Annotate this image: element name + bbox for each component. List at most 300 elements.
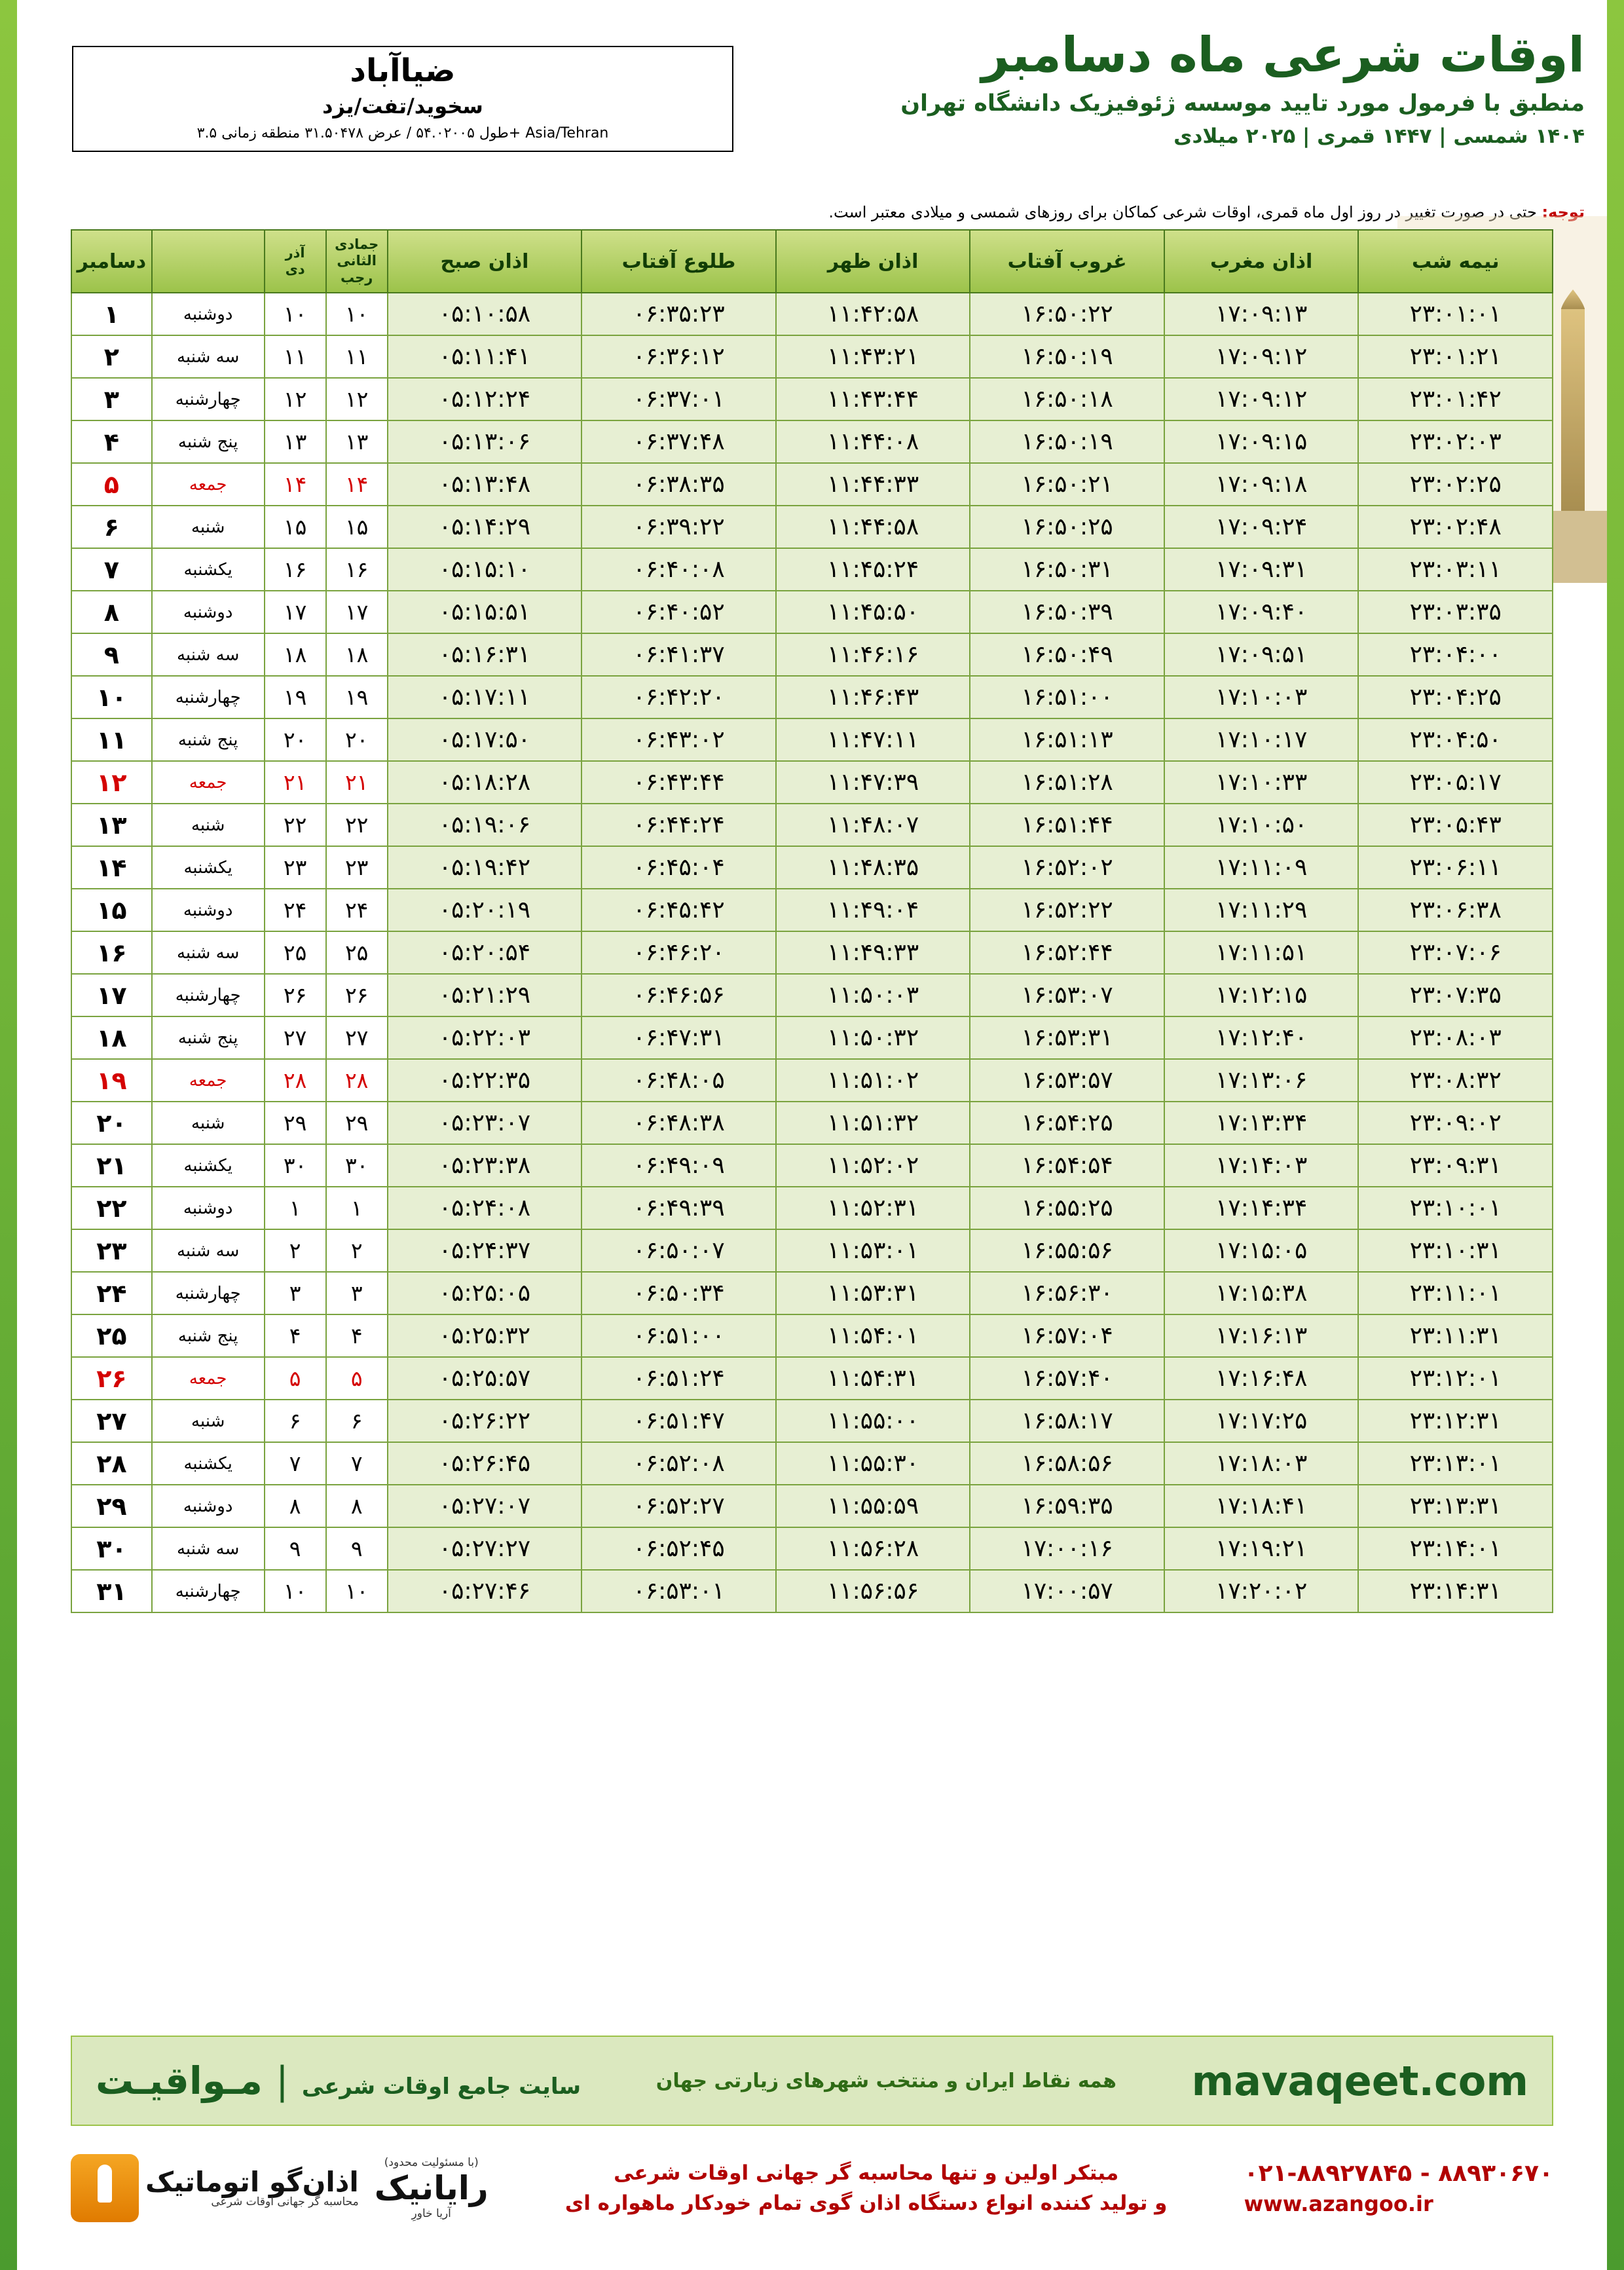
cell-azar: ۱۵ (265, 506, 326, 548)
cell-maghrib: ۱۷:۱۱:۲۹ (1164, 889, 1359, 931)
th-weekday (152, 230, 265, 293)
cell-sunrise: ۰۶:۵۱:۰۰ (581, 1314, 776, 1357)
cell-sunset: ۱۷:۰۰:۵۷ (970, 1570, 1164, 1612)
th-hijri-sub: رجب (340, 269, 373, 286)
th-fajr: اذان صبح (388, 230, 582, 293)
cell-weekday: سه شنبه (152, 1527, 265, 1570)
cell-azar: ۱۰ (265, 293, 326, 335)
cell-midnight: ۲۳:۱۴:۰۱ (1358, 1527, 1553, 1570)
cell-sunset: ۱۶:۵۰:۲۲ (970, 293, 1164, 335)
cell-weekday: یکشنبه (152, 846, 265, 889)
cell-midnight: ۲۳:۰۴:۵۰ (1358, 718, 1553, 761)
table-row (71, 931, 1553, 974)
cell-dhuhr: ۱۱:۵۵:۳۰ (776, 1442, 970, 1485)
cell-dhuhr: ۱۱:۵۲:۰۲ (776, 1144, 970, 1187)
cell-hijri: ۲۱ (326, 761, 388, 804)
cell-day-number: ۴ (71, 420, 152, 463)
cell-dhuhr: ۱۱:۴۲:۵۸ (776, 293, 970, 335)
cell-sunset: ۱۶:۵۵:۵۶ (970, 1229, 1164, 1272)
th-sunset: غروب آفتاب (970, 230, 1164, 293)
cell-dhuhr: ۱۱:۴۳:۴۴ (776, 378, 970, 420)
cell-azar: ۱۲ (265, 378, 326, 420)
azangoo-logo-text (145, 2168, 359, 2208)
cell-maghrib: ۱۷:۱۱:۰۹ (1164, 846, 1359, 889)
cell-weekday: یکشنبه (152, 1442, 265, 1485)
contact-block (1244, 2158, 1553, 2218)
cell-maghrib: ۱۷:۱۷:۲۵ (1164, 1400, 1359, 1442)
cell-sunrise: ۰۶:۴۳:۴۴ (581, 761, 776, 804)
cell-dhuhr: ۱۱:۴۷:۱۱ (776, 718, 970, 761)
table-row (71, 1357, 1553, 1400)
cell-dhuhr: ۱۱:۴۹:۳۳ (776, 931, 970, 974)
cell-day-number: ۱۶ (71, 931, 152, 974)
cell-day-number: ۱۲ (71, 761, 152, 804)
cell-dhuhr: ۱۱:۵۰:۰۳ (776, 974, 970, 1016)
cell-hijri: ۳ (326, 1272, 388, 1314)
cell-azar: ۱۷ (265, 591, 326, 633)
table-row (71, 1570, 1553, 1612)
cell-azar: ۲۶ (265, 974, 326, 1016)
cell-sunset: ۱۶:۵۹:۳۵ (970, 1485, 1164, 1527)
cell-hijri: ۱۷ (326, 591, 388, 633)
table-row (71, 591, 1553, 633)
cell-maghrib: ۱۷:۱۸:۴۱ (1164, 1485, 1359, 1527)
cell-dhuhr: ۱۱:۴۹:۰۴ (776, 889, 970, 931)
cell-weekday: یکشنبه (152, 1144, 265, 1187)
cell-day-number: ۲۶ (71, 1357, 152, 1400)
brand-coverage: همه نقاط ایران و منتخب شهرهای زیارتی جهان (655, 2069, 1116, 2093)
cell-sunset: ۱۶:۵۴:۵۴ (970, 1144, 1164, 1187)
cell-fajr: ۰۵:۲۰:۵۴ (388, 931, 582, 974)
cell-sunrise: ۰۶:۵۱:۴۷ (581, 1400, 776, 1442)
cell-midnight: ۲۳:۰۹:۰۲ (1358, 1102, 1553, 1144)
th-month: دسامبر (71, 230, 152, 293)
cell-fajr: ۰۵:۲۶:۲۲ (388, 1400, 582, 1442)
cell-day-number: ۲ (71, 335, 152, 378)
cell-weekday: جمعه (152, 1059, 265, 1102)
table-row (71, 1314, 1553, 1357)
cell-sunset: ۱۶:۵۳:۳۱ (970, 1016, 1164, 1059)
table-row (71, 1102, 1553, 1144)
cell-weekday: شنبه (152, 506, 265, 548)
cell-day-number: ۳ (71, 378, 152, 420)
cell-sunrise: ۰۶:۴۰:۰۸ (581, 548, 776, 591)
cell-day-number: ۱ (71, 293, 152, 335)
cell-weekday: یکشنبه (152, 548, 265, 591)
cell-sunrise: ۰۶:۳۷:۴۸ (581, 420, 776, 463)
cell-fajr: ۰۵:۲۳:۰۷ (388, 1102, 582, 1144)
table-row (71, 1442, 1553, 1485)
cell-fajr: ۰۵:۱۳:۴۸ (388, 463, 582, 506)
cell-hijri: ۱۶ (326, 548, 388, 591)
cell-weekday: سه شنبه (152, 335, 265, 378)
th-maghrib: اذان مغرب (1164, 230, 1359, 293)
cell-dhuhr: ۱۱:۴۸:۳۵ (776, 846, 970, 889)
rayanik-logo (375, 2156, 489, 2220)
cell-sunrise: ۰۶:۳۹:۲۲ (581, 506, 776, 548)
cell-dhuhr: ۱۱:۵۵:۵۹ (776, 1485, 970, 1527)
cell-fajr: ۰۵:۱۱:۴۱ (388, 335, 582, 378)
cell-sunrise: ۰۶:۴۶:۲۰ (581, 931, 776, 974)
cell-weekday: چهارشنبه (152, 1272, 265, 1314)
cell-sunrise: ۰۶:۳۵:۲۳ (581, 293, 776, 335)
cell-sunrise: ۰۶:۵۰:۰۷ (581, 1229, 776, 1272)
cell-sunrise: ۰۶:۵۲:۴۵ (581, 1527, 776, 1570)
th-azar-main: آذر (285, 244, 305, 261)
cell-sunset: ۱۶:۵۱:۰۰ (970, 676, 1164, 718)
cell-dhuhr: ۱۱:۵۶:۵۶ (776, 1570, 970, 1612)
brand-title: مـواقیـت (96, 2058, 263, 2103)
cell-maghrib: ۱۷:۰۹:۱۵ (1164, 420, 1359, 463)
cell-fajr: ۰۵:۲۳:۳۸ (388, 1144, 582, 1187)
cell-weekday: جمعه (152, 1357, 265, 1400)
table-row (71, 804, 1553, 846)
cell-azar: ۲۰ (265, 718, 326, 761)
cell-midnight: ۲۳:۱۲:۳۱ (1358, 1400, 1553, 1442)
cell-weekday: جمعه (152, 761, 265, 804)
cell-sunrise: ۰۶:۴۵:۰۴ (581, 846, 776, 889)
cell-midnight: ۲۳:۰۹:۳۱ (1358, 1144, 1553, 1187)
cell-day-number: ۱۷ (71, 974, 152, 1016)
page-subtitle: منطبق با فرمول مورد تایید موسسه ژئوفیزیک دانشگاه تهران (900, 90, 1585, 117)
table-row (71, 846, 1553, 889)
cell-sunset: ۱۶:۵۷:۴۰ (970, 1357, 1164, 1400)
cell-midnight: ۲۳:۰۴:۲۵ (1358, 676, 1553, 718)
page-title: اوقات شرعی ماه دسامبر (981, 27, 1585, 83)
cell-hijri: ۷ (326, 1442, 388, 1485)
cell-day-number: ۸ (71, 591, 152, 633)
brand-tagline: سایت جامع اوقات شرعی (301, 2074, 581, 2100)
table-row (71, 1272, 1553, 1314)
cell-azar: ۲۳ (265, 846, 326, 889)
azangoo-logo-title: اذان‌گو اتوماتیک (145, 2166, 359, 2199)
cell-sunset: ۱۶:۵۶:۳۰ (970, 1272, 1164, 1314)
azangoo-logo (71, 2154, 359, 2222)
cell-azar: ۲۸ (265, 1059, 326, 1102)
cell-midnight: ۲۳:۰۵:۱۷ (1358, 761, 1553, 804)
cell-day-number: ۳۱ (71, 1570, 152, 1612)
right-decorative-bar (1607, 0, 1624, 2270)
cell-hijri: ۴ (326, 1314, 388, 1357)
contact-website[interactable]: www.azangoo.ir (1244, 2191, 1433, 2216)
cell-dhuhr: ۱۱:۵۱:۳۲ (776, 1102, 970, 1144)
cell-dhuhr: ۱۱:۴۸:۰۷ (776, 804, 970, 846)
cell-weekday: چهارشنبه (152, 676, 265, 718)
cell-sunrise: ۰۶:۴۴:۲۴ (581, 804, 776, 846)
note-line (85, 203, 1585, 221)
cell-sunset: ۱۶:۵۸:۱۷ (970, 1400, 1164, 1442)
cell-dhuhr: ۱۱:۴۵:۵۰ (776, 591, 970, 633)
cell-midnight: ۲۳:۰۲:۴۸ (1358, 506, 1553, 548)
cell-hijri: ۲ (326, 1229, 388, 1272)
cell-dhuhr: ۱۱:۴۵:۲۴ (776, 548, 970, 591)
cell-fajr: ۰۵:۲۵:۳۲ (388, 1314, 582, 1357)
cell-weekday: پنج شنبه (152, 420, 265, 463)
cell-sunset: ۱۶:۵۰:۳۱ (970, 548, 1164, 591)
cell-sunset: ۱۶:۵۵:۲۵ (970, 1187, 1164, 1229)
cell-azar: ۲۲ (265, 804, 326, 846)
cell-day-number: ۲۹ (71, 1485, 152, 1527)
cell-fajr: ۰۵:۲۵:۵۷ (388, 1357, 582, 1400)
table-row (71, 1229, 1553, 1272)
cell-sunrise: ۰۶:۳۶:۱۲ (581, 335, 776, 378)
cell-maghrib: ۱۷:۱۹:۲۱ (1164, 1527, 1359, 1570)
cell-sunset: ۱۶:۵۰:۲۵ (970, 506, 1164, 548)
cell-azar: ۳ (265, 1272, 326, 1314)
cell-day-number: ۲۴ (71, 1272, 152, 1314)
cell-azar: ۱ (265, 1187, 326, 1229)
cell-hijri: ۵ (326, 1357, 388, 1400)
cell-fajr: ۰۵:۲۵:۰۵ (388, 1272, 582, 1314)
cell-hijri: ۲۵ (326, 931, 388, 974)
cell-hijri: ۶ (326, 1400, 388, 1442)
cell-hijri: ۱۵ (326, 506, 388, 548)
cell-midnight: ۲۳:۱۰:۳۱ (1358, 1229, 1553, 1272)
cell-hijri: ۲۶ (326, 974, 388, 1016)
cell-sunrise: ۰۶:۴۲:۲۰ (581, 676, 776, 718)
cell-fajr: ۰۵:۱۶:۳۱ (388, 633, 582, 676)
rayanik-logo-sub2: آریا خاورِ (411, 2207, 451, 2220)
cell-sunrise: ۰۶:۴۶:۵۶ (581, 974, 776, 1016)
cell-midnight: ۲۳:۰۱:۲۱ (1358, 335, 1553, 378)
cell-sunrise: ۰۶:۴۵:۴۲ (581, 889, 776, 931)
th-azar (265, 230, 326, 293)
th-sunrise: طلوع آفتاب (581, 230, 776, 293)
cell-maghrib: ۱۷:۱۴:۰۳ (1164, 1144, 1359, 1187)
cell-maghrib: ۱۷:۱۳:۳۴ (1164, 1102, 1359, 1144)
cell-fajr: ۰۵:۱۲:۲۴ (388, 378, 582, 420)
cell-hijri: ۹ (326, 1527, 388, 1570)
cell-sunrise: ۰۶:۴۳:۰۲ (581, 718, 776, 761)
cell-day-number: ۲۰ (71, 1102, 152, 1144)
cell-azar: ۹ (265, 1527, 326, 1570)
cell-sunset: ۱۷:۰۰:۱۶ (970, 1527, 1164, 1570)
table-body (71, 293, 1553, 1612)
table-row (71, 378, 1553, 420)
cell-maghrib: ۱۷:۰۹:۵۱ (1164, 633, 1359, 676)
cell-hijri: ۱۱ (326, 335, 388, 378)
cell-midnight: ۲۳:۱۲:۰۱ (1358, 1357, 1553, 1400)
cell-midnight: ۲۳:۰۸:۰۳ (1358, 1016, 1553, 1059)
cell-dhuhr: ۱۱:۵۳:۰۱ (776, 1229, 970, 1272)
cell-hijri: ۳۰ (326, 1144, 388, 1187)
cell-midnight: ۲۳:۰۱:۴۲ (1358, 378, 1553, 420)
cell-sunset: ۱۶:۵۳:۰۷ (970, 974, 1164, 1016)
table-row (71, 1485, 1553, 1527)
brand-website[interactable]: mavaqeet.com (1191, 2056, 1528, 2105)
cell-sunset: ۱۶:۵۱:۲۸ (970, 761, 1164, 804)
table-row (71, 1016, 1553, 1059)
cell-midnight: ۲۳:۱۳:۰۱ (1358, 1442, 1553, 1485)
cell-weekday: دوشنبه (152, 293, 265, 335)
cell-sunset: ۱۶:۵۸:۵۶ (970, 1442, 1164, 1485)
cell-day-number: ۲۱ (71, 1144, 152, 1187)
th-azar-sub: دی (285, 261, 305, 277)
rayanik-logo-sub: (با مسئولیت محدود) (384, 2156, 479, 2169)
cell-day-number: ۲۳ (71, 1229, 152, 1272)
cell-sunset: ۱۶:۵۱:۴۴ (970, 804, 1164, 846)
cell-day-number: ۲۲ (71, 1187, 152, 1229)
cell-sunrise: ۰۶:۳۸:۳۵ (581, 463, 776, 506)
cell-sunset: ۱۶:۵۲:۴۴ (970, 931, 1164, 974)
cell-midnight: ۲۳:۰۷:۳۵ (1358, 974, 1553, 1016)
cell-midnight: ۲۳:۱۱:۰۱ (1358, 1272, 1553, 1314)
cell-azar: ۱۸ (265, 633, 326, 676)
cell-hijri: ۸ (326, 1485, 388, 1527)
cell-maghrib: ۱۷:۱۴:۳۴ (1164, 1187, 1359, 1229)
table-row (71, 676, 1553, 718)
cell-day-number: ۲۵ (71, 1314, 152, 1357)
company-desc-line2: و تولید کننده انواع دستگاه اذان گوی تمام خودکار ماهواره ای (564, 2191, 1168, 2215)
cell-azar: ۲۹ (265, 1102, 326, 1144)
cell-dhuhr: ۱۱:۵۱:۰۲ (776, 1059, 970, 1102)
cell-dhuhr: ۱۱:۴۴:۵۸ (776, 506, 970, 548)
cell-weekday: دوشنبه (152, 1485, 265, 1527)
cell-dhuhr: ۱۱:۴۶:۴۳ (776, 676, 970, 718)
cell-azar: ۵ (265, 1357, 326, 1400)
cell-hijri: ۱۸ (326, 633, 388, 676)
cell-dhuhr: ۱۱:۵۲:۳۱ (776, 1187, 970, 1229)
contact-phone: ۰۲۱-۸۸۹۲۷۸۴۵ - ۸۸۹۳۰۶۷۰ (1244, 2160, 1553, 2187)
cell-maghrib: ۱۷:۰۹:۲۴ (1164, 506, 1359, 548)
cell-dhuhr: ۱۱:۴۷:۳۹ (776, 761, 970, 804)
cell-azar: ۲۵ (265, 931, 326, 974)
cell-azar: ۶ (265, 1400, 326, 1442)
cell-hijri: ۱۴ (326, 463, 388, 506)
prayer-times-table (71, 229, 1553, 1613)
city-region: سخوید/تفت/یزد (322, 93, 483, 119)
cell-dhuhr: ۱۱:۵۰:۳۲ (776, 1016, 970, 1059)
cell-hijri: ۲۸ (326, 1059, 388, 1102)
cell-sunrise: ۰۶:۴۹:۳۹ (581, 1187, 776, 1229)
cell-sunset: ۱۶:۵۷:۰۴ (970, 1314, 1164, 1357)
cell-sunset: ۱۶:۵۰:۳۹ (970, 591, 1164, 633)
table-row (71, 548, 1553, 591)
table-row (71, 506, 1553, 548)
cell-midnight: ۲۳:۰۷:۰۶ (1358, 931, 1553, 974)
cell-hijri: ۲۴ (326, 889, 388, 931)
table-row (71, 1059, 1553, 1102)
cell-sunrise: ۰۶:۳۷:۰۱ (581, 378, 776, 420)
cell-hijri: ۱۳ (326, 420, 388, 463)
azangoo-icon (71, 2154, 139, 2222)
cell-azar: ۱۱ (265, 335, 326, 378)
table-row (71, 889, 1553, 931)
cell-fajr: ۰۵:۱۳:۰۶ (388, 420, 582, 463)
cell-azar: ۲۱ (265, 761, 326, 804)
cell-day-number: ۱۳ (71, 804, 152, 846)
table-row (71, 1527, 1553, 1570)
cell-hijri: ۲۹ (326, 1102, 388, 1144)
cell-maghrib: ۱۷:۰۹:۱۲ (1164, 335, 1359, 378)
cell-day-number: ۱۵ (71, 889, 152, 931)
cell-azar: ۳۰ (265, 1144, 326, 1187)
table-row (71, 1400, 1553, 1442)
cell-hijri: ۱ (326, 1187, 388, 1229)
cell-fajr: ۰۵:۲۷:۰۷ (388, 1485, 582, 1527)
cell-midnight: ۲۳:۰۵:۴۳ (1358, 804, 1553, 846)
cell-fajr: ۰۵:۱۵:۱۰ (388, 548, 582, 591)
table-row (71, 293, 1553, 335)
cell-maghrib: ۱۷:۱۰:۱۷ (1164, 718, 1359, 761)
footer-brand-band (71, 2036, 1553, 2126)
cell-weekday: چهارشنبه (152, 974, 265, 1016)
th-midnight: نیمه شب (1358, 230, 1553, 293)
cell-maghrib: ۱۷:۱۲:۱۵ (1164, 974, 1359, 1016)
cell-weekday: شنبه (152, 1400, 265, 1442)
cell-day-number: ۱۱ (71, 718, 152, 761)
calendar-years: ۱۴۰۴ شمسی | ۱۴۴۷ قمری | ۲۰۲۵ میلادی (1173, 124, 1585, 148)
cell-hijri: ۲۷ (326, 1016, 388, 1059)
cell-midnight: ۲۳:۱۰:۰۱ (1358, 1187, 1553, 1229)
cell-fajr: ۰۵:۱۸:۲۸ (388, 761, 582, 804)
cell-midnight: ۲۳:۰۶:۳۸ (1358, 889, 1553, 931)
cell-maghrib: ۱۷:۰۹:۴۰ (1164, 591, 1359, 633)
table-row (71, 974, 1553, 1016)
cell-fajr: ۰۵:۲۱:۲۹ (388, 974, 582, 1016)
cell-sunset: ۱۶:۵۱:۱۳ (970, 718, 1164, 761)
brand-name-fa (96, 2058, 581, 2103)
cell-midnight: ۲۳:۰۱:۰۱ (1358, 293, 1553, 335)
cell-azar: ۲۴ (265, 889, 326, 931)
cell-azar: ۴ (265, 1314, 326, 1357)
cell-maghrib: ۱۷:۰۹:۱۲ (1164, 378, 1359, 420)
cell-sunrise: ۰۶:۵۳:۰۱ (581, 1570, 776, 1612)
cell-midnight: ۲۳:۱۱:۳۱ (1358, 1314, 1553, 1357)
cell-midnight: ۲۳:۰۸:۳۲ (1358, 1059, 1553, 1102)
cell-day-number: ۲۷ (71, 1400, 152, 1442)
cell-sunrise: ۰۶:۴۸:۰۵ (581, 1059, 776, 1102)
cell-fajr: ۰۵:۲۲:۳۵ (388, 1059, 582, 1102)
cell-maghrib: ۱۷:۱۳:۰۶ (1164, 1059, 1359, 1102)
cell-weekday: پنج شنبه (152, 1016, 265, 1059)
cell-maghrib: ۱۷:۱۵:۰۵ (1164, 1229, 1359, 1272)
cell-fajr: ۰۵:۱۷:۵۰ (388, 718, 582, 761)
cell-fajr: ۰۵:۱۹:۴۲ (388, 846, 582, 889)
cell-midnight: ۲۳:۰۶:۱۱ (1358, 846, 1553, 889)
cell-sunrise: ۰۶:۴۹:۰۹ (581, 1144, 776, 1187)
cell-maghrib: ۱۷:۱۱:۵۱ (1164, 931, 1359, 974)
cell-day-number: ۱۹ (71, 1059, 152, 1102)
cell-dhuhr: ۱۱:۵۶:۲۸ (776, 1527, 970, 1570)
cell-sunset: ۱۶:۵۲:۰۲ (970, 846, 1164, 889)
cell-sunset: ۱۶:۵۰:۲۱ (970, 463, 1164, 506)
cell-hijri: ۲۰ (326, 718, 388, 761)
cell-sunrise: ۰۶:۴۸:۳۸ (581, 1102, 776, 1144)
table-row (71, 1144, 1553, 1187)
cell-dhuhr: ۱۱:۴۴:۰۸ (776, 420, 970, 463)
cell-sunrise: ۰۶:۵۱:۲۴ (581, 1357, 776, 1400)
cell-weekday: چهارشنبه (152, 1570, 265, 1612)
cell-fajr: ۰۵:۲۶:۴۵ (388, 1442, 582, 1485)
cell-weekday: سه شنبه (152, 931, 265, 974)
cell-hijri: ۲۳ (326, 846, 388, 889)
cell-dhuhr: ۱۱:۵۳:۳۱ (776, 1272, 970, 1314)
company-desc-line1: مبتکر اولین و تنها محاسبه گر جهانی اوقات شرعی (614, 2161, 1119, 2185)
cell-azar: ۲۷ (265, 1016, 326, 1059)
table-row (71, 718, 1553, 761)
rayanik-logo-text: رایانیک (374, 2169, 489, 2207)
cell-dhuhr: ۱۱:۵۴:۰۱ (776, 1314, 970, 1357)
cell-sunrise: ۰۶:۴۰:۵۲ (581, 591, 776, 633)
cell-midnight: ۲۳:۱۳:۳۱ (1358, 1485, 1553, 1527)
table-row (71, 633, 1553, 676)
cell-fajr: ۰۵:۱۹:۰۶ (388, 804, 582, 846)
cell-midnight: ۲۳:۰۳:۳۵ (1358, 591, 1553, 633)
brand-separator: | (276, 2058, 289, 2103)
table-row (71, 463, 1553, 506)
cell-sunrise: ۰۶:۵۲:۲۷ (581, 1485, 776, 1527)
